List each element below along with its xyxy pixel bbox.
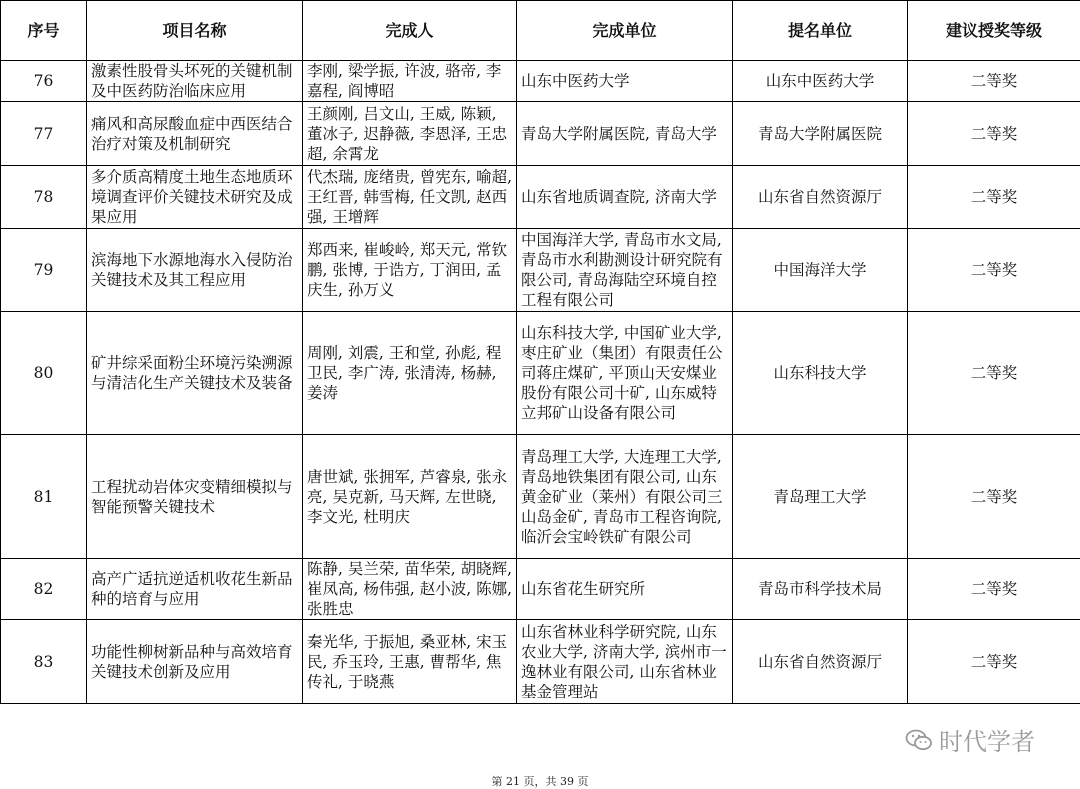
table-row — [1, 559, 1080, 620]
cell-no: 76 — [1, 61, 87, 102]
cell-project-name: 痛风和高尿酸血症中西医结合治疗对策及机制研究 — [87, 102, 303, 166]
cell-nominator: 青岛市科学技术局 — [733, 559, 908, 620]
cell-nominator: 山东省自然资源厅 — [733, 166, 908, 229]
cell-units: 山东中医药大学 — [517, 61, 733, 102]
cell-award-level: 二等奖 — [908, 102, 1080, 166]
cell-award-level: 二等奖 — [908, 312, 1080, 435]
cell-units: 山东省花生研究所 — [517, 559, 733, 620]
table-row — [1, 620, 1080, 704]
cell-units: 中国海洋大学, 青岛市水文局, 青岛市水利勘测设计研究院有限公司, 青岛海陆空环境自控工程有限公司 — [517, 229, 733, 312]
cell-nominator: 中国海洋大学 — [733, 229, 908, 312]
cell-nominator: 山东中医药大学 — [733, 61, 908, 102]
cell-award-level: 二等奖 — [908, 620, 1080, 704]
cell-project-name: 高产广适抗逆适机收花生新品种的培育与应用 — [87, 559, 303, 620]
cell-units: 山东省林业科学研究院, 山东农业大学, 济南大学, 滨州市一逸林业有限公司, 山东省林业基金管理站 — [517, 620, 733, 704]
cell-no: 78 — [1, 166, 87, 229]
cell-no: 83 — [1, 620, 87, 704]
cell-people: 秦光华, 于振旭, 桑亚林, 宋玉民, 乔玉玲, 王惠, 曹帮华, 焦传礼, 于晓燕 — [303, 620, 517, 704]
table-row — [1, 312, 1080, 435]
cell-units: 青岛大学附属医院, 青岛大学 — [517, 102, 733, 166]
table-header-row — [1, 1, 1080, 61]
cell-no: 81 — [1, 435, 87, 559]
cell-nominator: 山东科技大学 — [733, 312, 908, 435]
cell-units: 山东科技大学, 中国矿业大学, 枣庄矿业（集团）有限责任公司蒋庄煤矿, 平顶山天安煤业股份有限公司十矿, 山东威特立邦矿山设备有限公司 — [517, 312, 733, 435]
wechat-icon — [905, 728, 933, 752]
cell-nominator: 山东省自然资源厅 — [733, 620, 908, 704]
table-row — [1, 166, 1080, 229]
cell-project-name: 滨海地下水源地海水入侵防治关键技术及其工程应用 — [87, 229, 303, 312]
table-row — [1, 61, 1080, 102]
cell-people: 唐世斌, 张拥军, 芦睿泉, 张永亮, 吴克新, 马天辉, 左世晓, 李文光, 杜明庆 — [303, 435, 517, 559]
watermark — [905, 722, 1035, 757]
header-units: 完成单位 — [517, 1, 733, 61]
header-no: 序号 — [1, 1, 87, 61]
watermark-text: 时代学者 — [939, 722, 1035, 757]
cell-people: 周刚, 刘震, 王和堂, 孙彪, 程卫民, 李广涛, 张清涛, 杨赫, 姜涛 — [303, 312, 517, 435]
cell-award-level: 二等奖 — [908, 61, 1080, 102]
cell-nominator: 青岛理工大学 — [733, 435, 908, 559]
cell-no: 77 — [1, 102, 87, 166]
cell-units: 山东省地质调查院, 济南大学 — [517, 166, 733, 229]
cell-units: 青岛理工大学, 大连理工大学, 青岛地铁集团有限公司, 山东黄金矿业（莱州）有限公司三山岛金矿, 青岛市工程咨询院, 临沂会宝岭铁矿有限公司 — [517, 435, 733, 559]
cell-no: 79 — [1, 229, 87, 312]
header-project-name: 项目名称 — [87, 1, 303, 61]
table-row — [1, 435, 1080, 559]
cell-people: 陈静, 吴兰荣, 苗华荣, 胡晓辉, 崔凤高, 杨伟强, 赵小波, 陈娜, 张胜忠 — [303, 559, 517, 620]
table-row — [1, 102, 1080, 166]
header-people: 完成人 — [303, 1, 517, 61]
cell-project-name: 矿井综采面粉尘环境污染溯源与清洁化生产关键技术及装备 — [87, 312, 303, 435]
cell-project-name: 多介质高精度土地生态地质环境调查评价关键技术研究及成果应用 — [87, 166, 303, 229]
cell-nominator: 青岛大学附属医院 — [733, 102, 908, 166]
cell-people: 李刚, 梁学振, 许波, 骆帝, 李嘉程, 阎博昭 — [303, 61, 517, 102]
header-nominator: 提名单位 — [733, 1, 908, 61]
cell-no: 80 — [1, 312, 87, 435]
cell-award-level: 二等奖 — [908, 435, 1080, 559]
cell-no: 82 — [1, 559, 87, 620]
cell-project-name: 工程扰动岩体灾变精细模拟与智能预警关键技术 — [87, 435, 303, 559]
cell-people: 王颜刚, 吕文山, 王威, 陈颖, 董冰子, 迟静薇, 李恩泽, 王忠超, 余霄龙 — [303, 102, 517, 166]
header-award-level: 建议授奖等级 — [908, 1, 1080, 61]
table-row — [1, 229, 1080, 312]
cell-people: 代杰瑞, 庞绪贵, 曾宪东, 喻超, 王红晋, 韩雪梅, 任文凯, 赵西强, 王增辉 — [303, 166, 517, 229]
cell-project-name: 激素性股骨头坏死的关键机制及中医药防治临床应用 — [87, 61, 303, 102]
cell-award-level: 二等奖 — [908, 229, 1080, 312]
cell-award-level: 二等奖 — [908, 166, 1080, 229]
page-footer: 第 21 页，共 39 页 — [0, 773, 1080, 789]
cell-project-name: 功能性柳树新品种与高效培育关键技术创新及应用 — [87, 620, 303, 704]
cell-people: 郑西来, 崔峻岭, 郑天元, 常钦鹏, 张博, 于诰方, 丁润田, 孟庆生, 孙万义 — [303, 229, 517, 312]
cell-award-level: 二等奖 — [908, 559, 1080, 620]
